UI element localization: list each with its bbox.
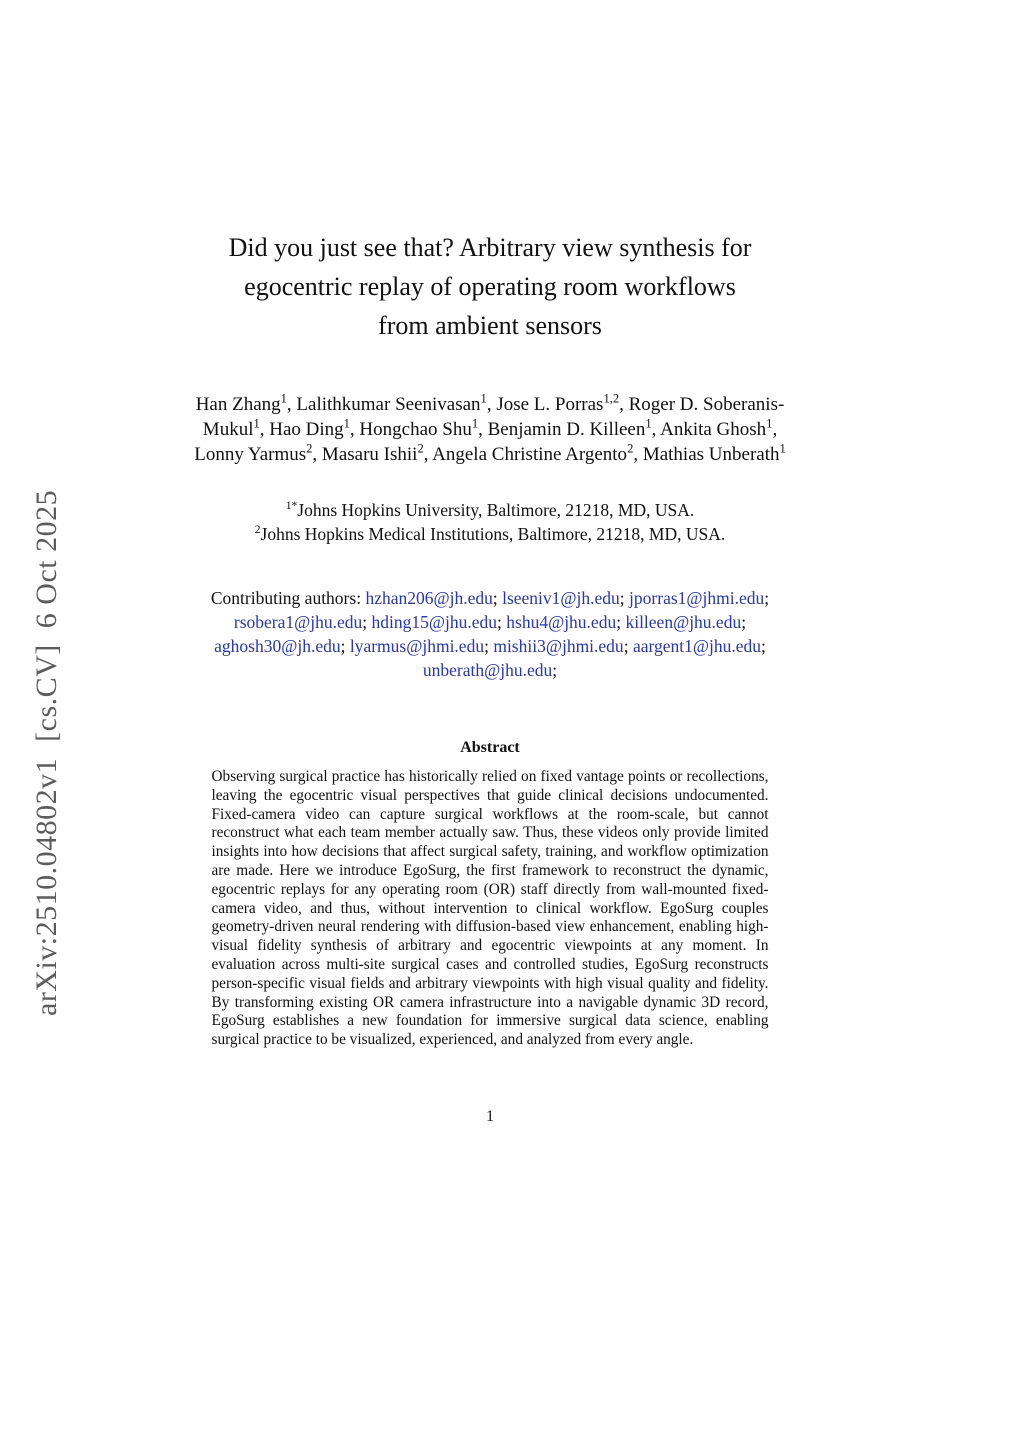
- arxiv-stamp: arXiv:2510.04802v1 [cs.CV] 6 Oct 2025: [30, 489, 63, 1016]
- author-name: Lonny Yarmus$^2$: [194, 441, 313, 465]
- email-link[interactable]: hshu4@jhu.edu: [506, 612, 617, 632]
- email-link[interactable]: aghosh30@jh.edu: [214, 636, 341, 656]
- author-name: Roger D. Soberanis-Mukul$^1$: [202, 394, 785, 440]
- author-name: Jose L. Porras$^{1,2}$: [496, 391, 620, 415]
- author-name: Han Zhang$^1$: [195, 391, 287, 415]
- title-line: egocentric replay of operating room workflows: [244, 272, 736, 301]
- title-line: from ambient sensors: [378, 311, 602, 340]
- author-name: Benjamin D. Killeen$^1$: [487, 416, 652, 440]
- contributing-label: Contributing authors:: [210, 588, 362, 608]
- email-link[interactable]: killeen@jhu.edu: [625, 612, 742, 632]
- author-name: Ankita Ghosh$^1$: [660, 416, 773, 440]
- email-link[interactable]: mishii3@jhmi.edu: [493, 636, 624, 656]
- email-link[interactable]: aargent1@jhu.edu: [632, 636, 761, 656]
- page-number: 1: [486, 1108, 494, 1125]
- email-link[interactable]: hding15@jhu.edu: [371, 612, 498, 632]
- abstract-heading: Abstract: [460, 739, 520, 756]
- email-link[interactable]: rsobera1@jhu.edu: [233, 612, 363, 632]
- author-list: Han Zhang$^1$, Lalithkumar Seenivasan$^1$, Jose L. Porras$^{1,2}$, Roger D. Soberanis-Mukul$^1$, Hao Ding$^1$, Hongchao Shu$^1$, Benjamin D. Killeen$^1$, Ankita Ghosh$^1$, Lonny Yarmus$^2$, Masaru Ishii$^2$, Angela Christine Argento$^2$, Mathias Unberath$^1$: [194, 391, 786, 465]
- author-name: Lalithkumar Seenivasan$^1$: [296, 391, 487, 415]
- affiliation-line: $^2$Johns Hopkins Medical Institutions, Baltimore, 21218, MD, USA.: [254, 524, 726, 544]
- affiliation-list: [190, 498, 790, 546]
- author-name: Hongchao Shu$^1$: [359, 416, 479, 440]
- author-name: Angela Christine Argento$^2$: [432, 441, 634, 465]
- email-link[interactable]: lyarmus@jhmi.edu: [349, 636, 485, 656]
- email-link[interactable]: lseeniv1@jh.edu: [502, 588, 620, 608]
- affiliation-line: $^{1*}$Johns Hopkins University, Baltimore, 21218, MD, USA.: [285, 500, 695, 520]
- author-name: Hao Ding$^1$: [269, 416, 350, 440]
- paper-content: [190, 0, 790, 1050]
- contributing-authors: [190, 586, 790, 682]
- email-link[interactable]: unberath@jhu.edu: [422, 660, 553, 680]
- paper-title: [190, 228, 790, 345]
- email-link[interactable]: hzhan206@jh.edu: [365, 588, 493, 608]
- author-name: Mathias Unberath$^1$: [642, 441, 786, 465]
- author-name: Masaru Ishii$^2$: [321, 441, 424, 465]
- abstract-text: Observing surgical practice has historically relied on fixed vantage points or recollections, leaving the egocentric visual perspectives that guide clinical decisions undocumented. Fixed-camera video can capture surgical workflows at the room-scale, but cannot reconstruct what each team member actually saw. Thus, these videos only provide limited insights into how decisions that affect surgical safety, training, and workflow optimization are made. Here we introduce EgoSurg, the first framework to reconstruct the dynamic, egocentric replays for any operating room (OR) staff directly from wall-mounted fixed-camera video, and thus, without intervention to clinical workflow. EgoSurg couples geometry-driven neural rendering with diffusion-based view enhancement, enabling high-visual fidelity synthesis of arbitrary and egocentric viewpoints at any moment. In evaluation across multi-site surgical cases and controlled studies, EgoSurg reconstructs person-specific visual fields and arbitrary viewpoints with high visual quality and fidelity. By transforming existing OR camera infrastructure into a navigable dynamic 3D record, EgoSurg establishes a new foundation for immersive surgical data science, enabling surgical practice to be visualized, experienced, and analyzed from every angle.: [211, 768, 769, 1049]
- email-link[interactable]: jporras1@jhmi.edu: [629, 588, 765, 608]
- title-line: Did you just see that? Arbitrary view synthesis for: [228, 233, 752, 262]
- contributing-emails: hzhan206@jh.edu; lseeniv1@jh.edu; jporras1@jhmi.edu; rsobera1@jhu.edu; hding15@jhu.edu; hshu4@jhu.edu; killeen@jhu.edu; aghosh30@jh.edu; lyarmus@jhmi.edu; mishii3@jhmi.edu; aargent1@jhu.edu; unberath@jhu.edu;: [214, 588, 770, 680]
